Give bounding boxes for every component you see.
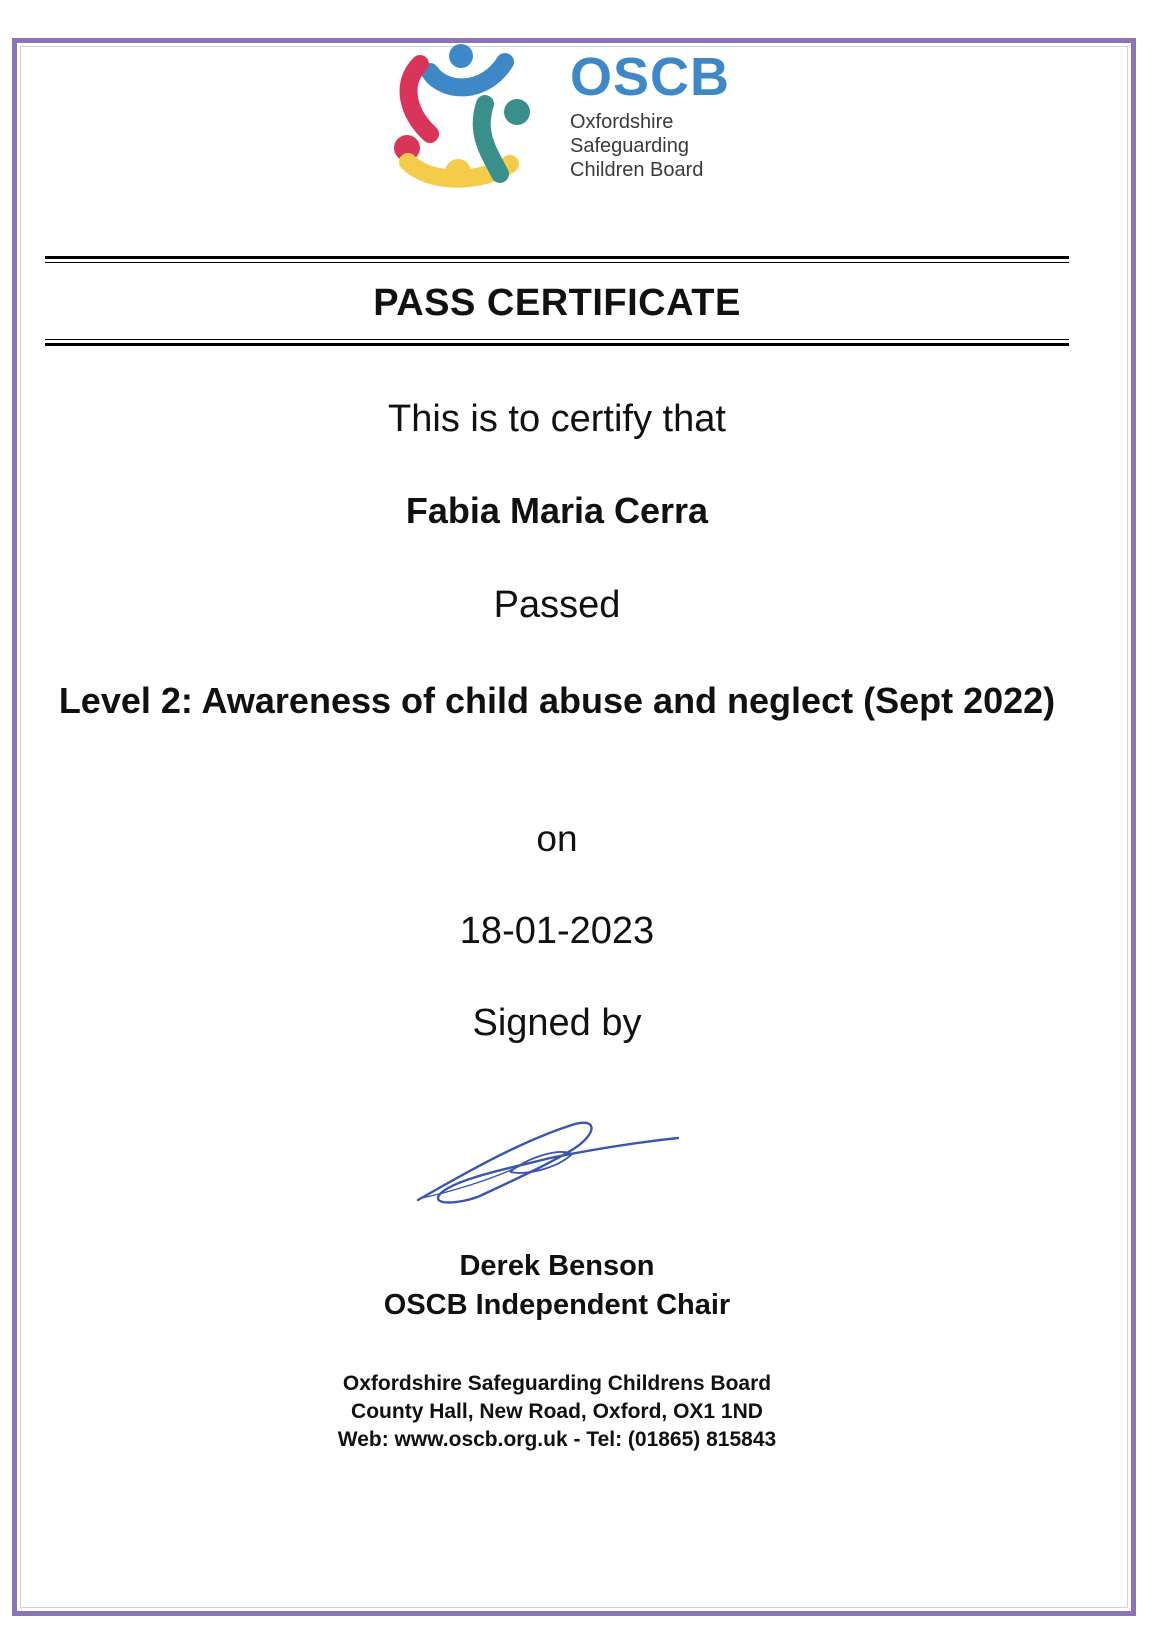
certify-text: This is to certify that — [388, 398, 726, 440]
bottom-divider-thick — [45, 343, 1069, 346]
logo-acronym: OSCB — [570, 47, 731, 107]
passed-text: Passed — [493, 584, 621, 626]
top-divider-thick — [45, 256, 1069, 259]
on-text: on — [536, 818, 578, 859]
oscb-logo — [410, 44, 730, 194]
signatory-role: OSCB Independent Chair — [383, 1289, 731, 1321]
footer-address: County Hall, New Road, Oxford, OX1 1ND — [351, 1400, 763, 1423]
oscb-logo-icon — [390, 44, 540, 194]
signature-icon — [400, 1096, 700, 1236]
top-divider-thin — [45, 262, 1069, 263]
logo-line-1: Oxfordshire — [570, 111, 674, 133]
course-title: Level 2: Awareness of child abuse and neglect (Sept 2022) — [58, 680, 1056, 721]
signatory-name: Derek Benson — [459, 1250, 655, 1282]
recipient-name: Fabia Maria Cerra — [405, 490, 709, 531]
footer-contact: Web: www.oscb.org.uk - Tel: (01865) 815843 — [337, 1428, 777, 1451]
logo-line-2: Safeguarding — [570, 135, 689, 157]
logo-wordmark — [570, 44, 730, 182]
logo-line-3: Children Board — [570, 159, 704, 181]
bottom-divider-thin — [45, 339, 1069, 340]
certificate-title: PASS CERTIFICATE — [373, 282, 741, 324]
completion-date: 18-01-2023 — [459, 910, 655, 952]
signed-by-text: Signed by — [472, 1002, 642, 1044]
footer-org: Oxfordshire Safeguarding Childrens Board — [342, 1372, 772, 1395]
